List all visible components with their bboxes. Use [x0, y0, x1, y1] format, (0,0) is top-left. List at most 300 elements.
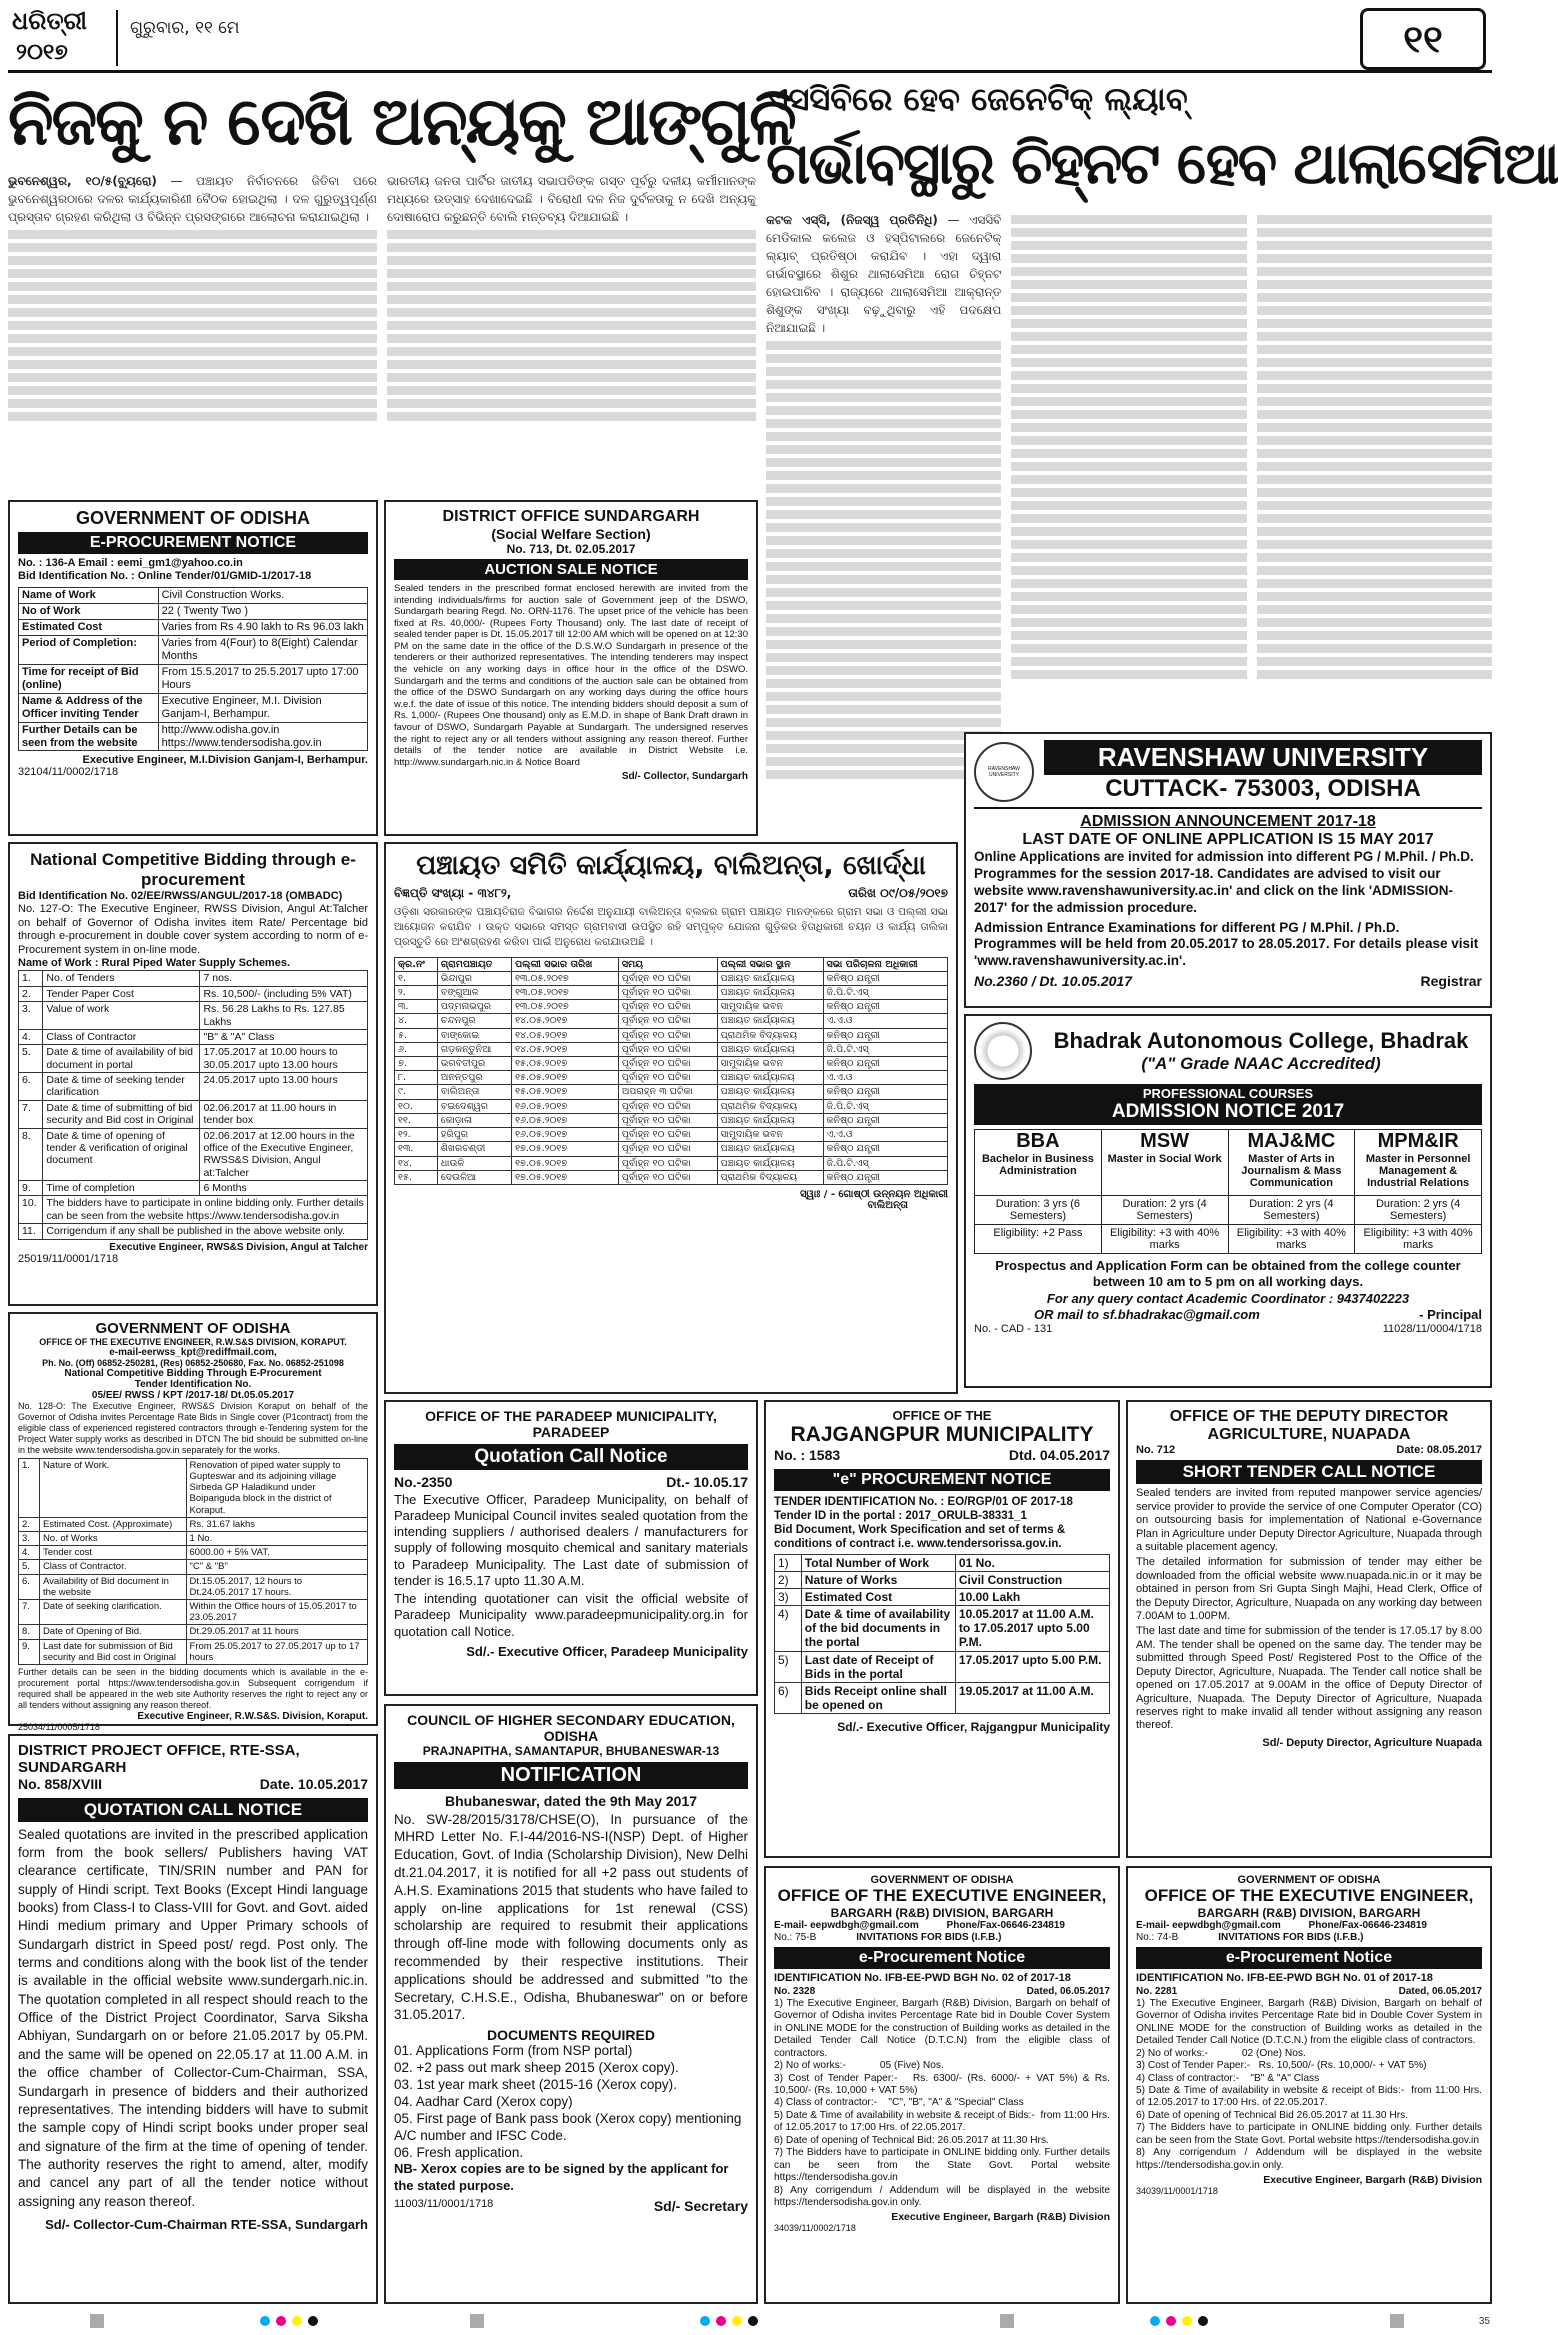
- table-cell: କନିଷ୍ଠ ଯନ୍ତ୍ରୀ: [823, 1113, 948, 1127]
- paper-logo: ଧରିତ୍ରୀ: [12, 6, 87, 35]
- koraput-ident: 05/EE/ RWSS / KPT /2017-18/ Dt.05.05.2017: [91, 1390, 295, 1401]
- list-item: 5) Date & Time of availability in website & receipt of Bids:- from 11:00 Hrs. of 12.05.2017 to 17:00 Hrs. of 22.05.2017.: [774, 2109, 1113, 2134]
- table-cell: ୭.: [395, 1057, 438, 1071]
- table-cell: 22 ( Twenty Two ): [158, 603, 367, 619]
- rte-band: QUOTATION CALL NOTICE: [18, 1798, 368, 1822]
- koraput-email: e-mail-eerwss_kpt@rediffmail.com,: [109, 1347, 277, 1358]
- table-cell: 1 No.: [186, 1532, 367, 1546]
- bhadrak-band1: PROFESSIONAL COURSES: [1142, 1086, 1314, 1101]
- bargarh2-gov: GOVERNMENT OF ODISHA: [1237, 1874, 1381, 1886]
- angul-code: 25019/11/0001/1718: [18, 1252, 119, 1265]
- table-row: [19, 986, 368, 1001]
- bargarh2-ident-date: Dated, 06.05.2017: [1398, 1985, 1482, 1997]
- table-cell: Renovation of piped water supply to Gupteswar and its adjoining village Sirbeda GP Haladikund under Boipariguda block in the district of Koraput.: [186, 1458, 367, 1517]
- list-item: 04. Aadhar Card (Xerox copy): [394, 2093, 573, 2109]
- ravenshaw-p2: Admission Entrance Examinations for different PG / M.Phil. / Ph.D. Programmes will be held from 20.05.2017 to 28.05.2017. For details please visit 'www.ravenshawuniversity.ac.in'.: [974, 919, 1479, 969]
- table-cell: ୬.: [395, 1042, 438, 1056]
- table-cell: ହରିପୁର: [437, 1128, 511, 1142]
- table-cell: 5): [775, 1651, 802, 1682]
- nuapada-text: Sealed tenders are invited from reputed manpower service agencies/ service provider to provide the service of one Computer Operator (CO) on outsourcing basis for implementation of National e-Governance Plan in Agriculture under Deputy Director Agriculture, Nuapada through a suitable placement agency.: [1136, 1487, 1482, 1554]
- course-duration: Duration: 2 yrs (4 Semesters): [1102, 1196, 1228, 1225]
- ad-gov-odisha-ganjam: [8, 500, 378, 836]
- table-cell: ଜି.ପି.ଟି.ଏସ୍: [823, 1099, 948, 1113]
- table-row: [19, 1073, 368, 1101]
- table-row: [775, 1651, 1110, 1682]
- samiti-sign-2: ବାଲିଅନ୍ତା: [867, 1199, 908, 1211]
- ravenshaw-ref: No.2360 / Dt. 10.05.2017: [974, 973, 1132, 990]
- table-cell: No. of Works: [39, 1532, 186, 1546]
- table-cell: ୮.: [395, 1071, 438, 1085]
- ad-nuapada: [1126, 1400, 1492, 1858]
- chse-code: 11003/11/0001/1718: [394, 2197, 494, 2210]
- nuapada-title: OFFICE OF THE DEPUTY DIRECTOR AGRICULTURE, NUAPADA: [1169, 1408, 1449, 1443]
- table-cell: 01 No.: [955, 1554, 1109, 1571]
- table-cell: 17.05.2017 at 10.00 hours to 30.05.2017 upto 13.00 hours: [200, 1045, 368, 1073]
- table-header: ପଲ୍ଲୀ ସଭାର ତାରିଖ: [512, 957, 619, 971]
- list-item: 01. Applications Form (from NSP portal): [394, 2043, 633, 2059]
- ganjam-title: GOVERNMENT OF ODISHA: [75, 508, 310, 528]
- list-item: 05. First page of Bank pass book (Xerox copy) mentioning A/C number and IFSC Code.: [394, 2110, 742, 2143]
- table-row: [19, 619, 368, 635]
- list-item: 7) The Bidders have to participate in ONLINE bidding only. Further details can be seen from the State Govt. Portal website https://tendersodisha.gov.in: [1136, 2122, 1485, 2146]
- course-name: Master in Personnel Management & Industrial Relations: [1355, 1153, 1481, 1196]
- paradeep-ref-no: No.-2350: [394, 1474, 453, 1490]
- table-cell: ପୂର୍ବାହ୍ନ ୧୦ ଘଟିକା: [618, 1170, 717, 1184]
- table-cell: 10.: [19, 1196, 43, 1224]
- table-cell: ପୂର୍ବାହ୍ନ ୧୦ ଘଟିକା: [618, 1099, 717, 1113]
- course-code: MAJ&MC: [1247, 1130, 1336, 1152]
- story-left-headline[interactable]: ନିଜକୁ ନ ଦେଖି ଅନ୍ୟକୁ ଆଙ୍ଗୁଳି: [8, 83, 795, 160]
- bargarh1-sign: Executive Engineer, Bargarh (R&B) Division: [891, 2211, 1110, 2224]
- table-cell: 10.05.2017 at 11.00 A.M. to 17.05.2017 upto 5.00 P.M.: [955, 1606, 1109, 1651]
- table-cell: ୧୭.୦୫.୨୦୧୭: [512, 1142, 619, 1156]
- table-row: [775, 1606, 1110, 1651]
- table-cell: 6 Months: [200, 1181, 368, 1196]
- list-item: 1) The Executive Engineer, Bargarh (R&B) Division, Bargarh on behalf of Governor of Odisha invites Percentage Rate bid in Double Cover System in ONLINE MODE for the construction of Building works as detailed in the Detailed Tender Call Notice (D.T.C.N) from the eligible class of contractors.: [774, 1997, 1113, 2059]
- table-cell: 3): [775, 1588, 802, 1605]
- bargarh1-ident: IDENTIFICATION No. IFB-EE-PWD BGH No. 02 of 2017-18: [774, 1972, 1071, 1985]
- course-column: [975, 1130, 1102, 1253]
- ravenshaw-last-date: LAST DATE OF ONLINE APPLICATION IS 15 MAY 2017: [1022, 831, 1434, 848]
- bhadrak-email: OR mail to sf.bhadrakac@gmail.com: [1034, 1306, 1260, 1322]
- table-cell: 02.06.2017 at 12.00 hours in the office of the Executive Engineer, RWSS&S Division, Angul at:Talcher: [200, 1128, 368, 1181]
- table-cell: Dt.29.05.2017 at 11 hours: [186, 1625, 367, 1639]
- table-cell: କୋଡ଼ାଳା: [437, 1113, 511, 1127]
- story-left-text-b: ଭାରତୀୟ ଜନତା ପାର୍ଟିର ଜାତୀୟ ସଭାପତିଙ୍କ ଗସ୍ତ ପୂର୍ବରୁ ଦଳୀୟ କର୍ମୀମାନଙ୍କ ମଧ୍ୟରେ ଉତ୍ସାହ ଦେଖାଦେଇଛି । ବିରୋଧୀ ଦଳ ନିଜ ଦୁର୍ବଳତାକୁ ନ ଦେଖି ଅନ୍ୟକୁ ଦୋଷାରୋପ କରୁଛନ୍ତି ବୋଲି ମନ୍ତବ୍ୟ ଦିଆଯାଇଛି ।: [387, 174, 756, 224]
- auction-subtitle: (Social Welfare Section): [491, 526, 651, 542]
- table-cell: 9.: [19, 1639, 40, 1664]
- koraput-tender: Tender Identification No.: [134, 1379, 252, 1390]
- table-cell: ପୂର୍ବାହ୍ନ ୧୦ ଘଟିକା: [618, 986, 717, 1000]
- table-cell: ଏ.ଏ.ଓ: [823, 1014, 948, 1028]
- table-row: [395, 1128, 948, 1142]
- table-cell: ଚନ୍ଦନପୁର: [437, 1014, 511, 1028]
- rte-sign: Sd/- Collector-Cum-Chairman RTE-SSA, Sundargarh: [45, 2217, 368, 2233]
- table-cell: 02.06.2017 at 11.00 hours in tender box: [200, 1100, 368, 1128]
- table-row: [19, 603, 368, 619]
- table-cell: ପଞ୍ଚାୟତ କାର୍ଯ୍ୟାଳୟ: [717, 1142, 823, 1156]
- table-cell: Date of Opening of Bid.: [39, 1625, 186, 1639]
- table-cell: ବାଲିଅନ୍ତା: [437, 1085, 511, 1099]
- masthead-year: ୨୦୧୭: [16, 40, 68, 65]
- table-cell: Rs. 10,500/- (including 5% VAT): [200, 986, 368, 1001]
- table-row: [395, 1099, 948, 1113]
- story-right-kicker: ଏସସିବିରେ ହେବ ଜେନେଟିକ୍ ଲ୍ୟାବ୍: [766, 80, 1188, 118]
- table-cell: Time for receipt of Bid (online): [19, 664, 159, 693]
- table-cell: ପଞ୍ଚାୟତ କାର୍ଯ୍ୟାଳୟ: [717, 1085, 823, 1099]
- page-number: ୧୧: [1360, 8, 1486, 70]
- table-cell: ୧୨.: [395, 1128, 438, 1142]
- bargarh1-ident-date: Dated, 06.05.2017: [1026, 1985, 1110, 1997]
- bargarh1-ident-no: No. 2328: [774, 1985, 816, 1997]
- koraput-phone: Ph. No. (Off) 06852-250281, (Res) 06852-250680, Fax. No. 06852-251098: [42, 1358, 344, 1368]
- bhadrak-course-grid: [974, 1129, 1482, 1254]
- printer-marks: [0, 2310, 1500, 2335]
- table-row: [19, 1224, 368, 1239]
- table-row: [19, 1458, 368, 1517]
- rajgangpur-bid-doc: Bid Document, Work Specification and set of terms & conditions of contract i.e. www.tendersorissa.gov.in.: [774, 1523, 1066, 1550]
- list-item: 3) Cost of Tender Paper:- Rs. 10,500/- (Rs. 10,000/- + VAT 5%): [1136, 2060, 1427, 2072]
- auction-sign: Sd/- Collector, Sundargarh: [621, 771, 748, 783]
- table-header: ପଲ୍ଲୀ ସଭାର ସ୍ଥାନ: [717, 957, 823, 971]
- table-cell: ଦେଉଳିଆ: [437, 1170, 511, 1184]
- table-cell: Estimated Cost: [19, 619, 159, 635]
- table-cell: From 15.5.2017 to 25.5.2017 upto 17:00 Hours: [158, 664, 367, 693]
- koraput-text: No. 128-O: The Executive Engineer, RWS&S Division Koraput on behalf of the Governor of Odisha invites Percentage Rate Bids in Single cover (P1contract) from the eligible class of experienced registered contractors through e-Tendering system for the Project Water supply works as described in DTCN The bid should be submitted on-line in the website www.tendersodisha.gov.in separately for the works.: [18, 1401, 368, 1455]
- table-row: [19, 1100, 368, 1128]
- koraput-sign: Executive Engineer, R.W.S&S. Division, Koraput.: [137, 1710, 368, 1722]
- table-row: [395, 1057, 948, 1071]
- course-name: Master of Arts in Journalism & Mass Communication: [1229, 1153, 1355, 1196]
- table-cell: ପୂର୍ବାହ୍ନ ୧୦ ଘଟିକା: [618, 1142, 717, 1156]
- list-item: 4) Class of contractor:- "B" & "A" Class: [1136, 2072, 1320, 2084]
- table-header: ସଭା ପରିଚାଳନା ଅଧିକାରୀ: [823, 957, 948, 971]
- table-row: [19, 971, 368, 986]
- table-cell: ଅନନ୍ତପୁର: [437, 1071, 511, 1085]
- table-cell: Corrigendum if any shall be published in the above website only.: [43, 1224, 368, 1239]
- list-item: 4) Class of contractor:- "C", "B", "A" & "Special" Class: [774, 2097, 1024, 2109]
- table-cell: ୧.: [395, 971, 438, 985]
- auction-band: AUCTION SALE NOTICE: [394, 559, 748, 580]
- bargarh2-contact: E-mail- eepwdbgh@gmail.com Phone/Fax-06646-234819: [1136, 1920, 1427, 1931]
- course-elig: Eligibility: +3 with 40% marks: [1363, 1227, 1473, 1251]
- list-item: 7) The Bidders have to participate in ONLINE bidding only. Further details can be seen from the State Govt. Portal website https://tendersodisha.gov.in: [774, 2147, 1113, 2184]
- table-cell: ୧୬.୦୫.୨୦୧୭: [512, 1128, 619, 1142]
- table-row: [775, 1588, 1110, 1605]
- rajgangpur-tender-id: TENDER IDENTIFICATION No. : EO/RGP/01 OF 2017-18: [774, 1495, 1073, 1508]
- table-cell: ପଞ୍ଚାୟତ କାର୍ଯ୍ୟାଳୟ: [717, 1014, 823, 1028]
- koraput-subtitle: OFFICE OF THE EXECUTIVE ENGINEER, R.W.S&S DIVISION, KORAPUT.: [39, 1337, 347, 1347]
- table-cell: ୧୭.୦୫.୨୦୧୭: [512, 1156, 619, 1170]
- table-cell: ୧୩.: [395, 1142, 438, 1156]
- ad-rte-ssa: [8, 1734, 378, 2304]
- rajgangpur-ref-date: Dtd. 04.05.2017: [1008, 1447, 1110, 1463]
- koraput-code: 25034/11/0005/1718: [18, 1721, 100, 1732]
- paradeep-ref-date: Dt.- 10.05.17: [666, 1474, 748, 1490]
- table-cell: ୧୫.୦୫.୨୦୧୭: [512, 1071, 619, 1085]
- table-cell: ଗଡ଼କନ୍ତୁନିଆ: [437, 1042, 511, 1056]
- table-cell: ପ୍ରାଥମିକ ବିଦ୍ୟାଳୟ: [717, 1028, 823, 1042]
- angul-table: [18, 970, 368, 1239]
- chse-title: COUNCIL OF HIGHER SECONDARY EDUCATION, ODISHA: [407, 1712, 735, 1744]
- table-cell: ପୂର୍ବାହ୍ନ ୧୦ ଘଟିକା: [618, 1071, 717, 1085]
- table-cell: 4.: [19, 1029, 43, 1044]
- table-cell: Civil Construction: [955, 1571, 1109, 1588]
- table-row: [395, 1014, 948, 1028]
- ravenshaw-band: ADMISSION ANNOUNCEMENT 2017-18: [1080, 813, 1376, 830]
- table-cell: ୧୪.୦୫.୨୦୧୭: [512, 1042, 619, 1056]
- table-cell: ୧୧.: [395, 1113, 438, 1127]
- table-row: [19, 1625, 368, 1639]
- bargarh2-title: OFFICE OF THE EXECUTIVE ENGINEER,: [1144, 1886, 1474, 1905]
- table-cell: ପୂର୍ବାହ୍ନ ୧୦ ଘଟିକା: [618, 1113, 717, 1127]
- table-row: [19, 1546, 368, 1560]
- bhadrak-emblem-icon: [974, 1022, 1032, 1080]
- list-item: 5) Date & Time of availability in website & receipt of Bids:- from 11:00 Hrs. of 12.05.2017 to 17:00 Hrs. of 22.05.2017.: [1136, 2085, 1485, 2109]
- bargarh1-band: e-Procurement Notice: [774, 1947, 1110, 1969]
- auction-text: Sealed tenders in the prescribed format enclosed herewith are invited from the intending individuals/firms for auction sale of Government jeep of the DSWO, Sundargarh bearing Regd. No. ORN-1176. The upset price of the vehicle has been fixed at Rs. 40,000/- (Rupees Forty Thousand) only. The last date of receipt of sealed tender paper is Dt. 15.05.2017 till 12:00 AM which will be opened on at 12:30 PM on the same date in the office of the D.S.W.O Sundargarh in presence of the tenderers or their authorized representatives. The intending tenderers may inspect the vehicle on any working days in office hour in the office of the DSWO. Sundargarh and the terms and conditions of the auction sale can be obtained from the office of the DSWO Sundargarh on any working days during the office hours w.e.f. the date of issue of this notice. The intending bidders should deposit a sum of Rs. 1,000/- (Rupees One thousand) only as E.M.D. in shape of Bank Draft drawn in favour of DSWO, Sundargarh Payable at Sundargarh. The undersigned reserves the right to reject any or all tenders without assigning any reason thereof. Further details of the tender notice are available in District Website i.e. http://www.sundargarh.nic.in & Notice Board: [394, 583, 748, 768]
- bargarh2-code: 34039/11/0001/1718: [1136, 2186, 1218, 2197]
- ganjam-code: 32104/11/0002/1718: [18, 766, 119, 779]
- table-row: [19, 1639, 368, 1664]
- auction-title: DISTRICT OFFICE SUNDARGARH: [442, 508, 700, 525]
- table-cell: ଏ.ଏ.ଓ: [823, 1128, 948, 1142]
- table-cell: 6): [775, 1682, 802, 1713]
- table-cell: ଶିଖରଚଣ୍ଡୀ: [437, 1142, 511, 1156]
- table-cell: ପୂର୍ବାହ୍ନ ୧୦ ଘଟିକା: [618, 1028, 717, 1042]
- table-cell: ୧୩.୦୫.୨୦୧୭: [512, 1000, 619, 1014]
- table-cell: 5.: [19, 1045, 43, 1073]
- samiti-title: ପଞ୍ଚାୟତ ସମିତି କାର୍ଯ୍ୟାଳୟ, ବାଲିଅନ୍ତା, ଖୋର୍ଦ୍ଧା: [416, 850, 926, 881]
- table-cell: ପୂର୍ବାହ୍ନ ୧୦ ଘଟିକା: [618, 1057, 717, 1071]
- table-cell: Dt.15.05.2017, 12 hours to Dt.24.05.2017 17 hours.: [186, 1574, 367, 1599]
- table-cell: ୧୬.୦୫.୨୦୧୭: [512, 1099, 619, 1113]
- bargarh1-code: 34039/11/0002/1718: [774, 2223, 856, 2234]
- gray-block-1: [90, 2314, 104, 2328]
- bargarh2-ident: IDENTIFICATION No. IFB-EE-PWD BGH No. 01 of 2017-18: [1136, 1972, 1433, 1985]
- story-right-dateline: କଟକ ଏସ୍‌ସି, (ନିଜସ୍ୱ ପ୍ରତିନିଧି): [766, 213, 938, 227]
- table-cell: 9.: [19, 1181, 43, 1196]
- table-row: [19, 693, 368, 722]
- table-cell: Executive Engineer, M.I. Division Ganjam-I, Berhampur.: [158, 693, 367, 722]
- table-cell: 3.: [19, 1532, 40, 1546]
- registration-dots-1: [260, 2316, 318, 2326]
- paradeep-text2: The intending quotationer can visit the official website of Paradeep Municipality www.paradeepmunicipality.org.in for quotation call Notice.: [394, 1591, 748, 1639]
- bargarh1-invite: INVITATIONS FOR BIDS (I.F.B.): [856, 1932, 1002, 1944]
- chse-docs-list: [394, 2043, 748, 2161]
- list-item: 2) No of works:- 05 (Five) Nos.: [774, 2060, 944, 2072]
- angul-sign: Executive Engineer, RWS&S Division, Angul at Talcher: [109, 1241, 368, 1253]
- story-left-dateline: ଭୁବନେଶ୍ୱର, ୧୦/୫(ବ୍ୟୁରୋ): [8, 174, 157, 188]
- table-row: [395, 1071, 948, 1085]
- bhadrak-sign: - Principal: [1419, 1306, 1482, 1322]
- table-cell: ଧାଉଳି: [437, 1156, 511, 1170]
- table-cell: ଜି.ପି.ଟି.ଏସ୍: [823, 1156, 948, 1170]
- table-cell: କନିଷ୍ଠ ଯନ୍ତ୍ରୀ: [823, 1142, 948, 1156]
- bargarh2-ident-no: No. 2281: [1136, 1985, 1178, 1997]
- bargarh2-items: [1136, 1997, 1485, 2172]
- table-cell: 6.: [19, 1574, 40, 1599]
- table-cell: 8.: [19, 1128, 43, 1181]
- table-row: [395, 1156, 948, 1170]
- course-code: MSW: [1140, 1130, 1190, 1152]
- table-row: [775, 1554, 1110, 1571]
- paradeep-text: The Executive Officer, Paradeep Municipality, on behalf of Paradeep Municipal Council invites sealed quotation from the intending suppliers / authorised dealers / manufacturers for supply of following mosquito chemical and sanitary materials to Paradeep Municipality. The Last date of submission of tender is 16.5.17 upto 11.30 A.M.: [394, 1491, 748, 1588]
- bargarh1-division: BARGARH (R&B) DIVISION, BARGARH: [830, 1906, 1054, 1920]
- rte-ref-date: Date. 10.05.2017: [259, 1776, 368, 1792]
- bargarh2-invite: INVITATIONS FOR BIDS (I.F.B.): [1218, 1932, 1364, 1944]
- chse-nb: NB- Xerox copies are to be signed by the applicant for the stated purpose.: [394, 2161, 729, 2193]
- table-cell: Rs. 31.67 lakhs: [186, 1517, 367, 1531]
- rte-text: Sealed quotations are invited in the prescribed application form from the book sellers/ Publishers having VAT clearance certificate, TIN/SRIN number and PAN for supply of Hindi script. Text Books (Except Hindi language books) from Class-I to Class-VIII for Govt. and Govt. aided Hindi medium primary and Upper Primary schools of Sundargarh district in Speed post/ regd. Post only. The terms and conditions along with the book list of the tender is available in the official website www.sundergarh.nic.in. The quotation completed in all respect should reach to the Office of the District Project Coordinator, Sarva Siksha Abhiyan, Sundargarh on or before 21.05.2017 by 05.PM. and the same will be opened on 22.05.17 at 11.00 A.M. in the office chamber of Collector-Cum-Chairman, SSA, Sundargarh in presence of bidders and their authorized representatives. The intending bidders will have to submit the sample copy of Hindi script books under proper seal and signature of the firm at the time of opening of tender. The authority reserves the right to amend, alter, modify and cancel any part of all the tender notice without assigning any reason thereof.: [18, 1826, 368, 2209]
- course-duration: Duration: 2 yrs (4 Semesters): [1229, 1196, 1355, 1225]
- ganjam-line2: Bid Identification No. : Online Tender/01/GMID-1/2017-18: [18, 570, 312, 583]
- table-header-row: [395, 957, 948, 971]
- table-cell: ପଞ୍ଚାୟତ କାର୍ଯ୍ୟାଳୟ: [717, 986, 823, 1000]
- koraput-footer-text: Further details can be seen in the bidding documents which is available in the e-procurement portal https://www.tendersodisha.gov.in Subsequent corrigendum if required shall be appeared in the web site Authority reserves the right to reject any or all tenders without assigning any reason thereof.: [18, 1667, 368, 1710]
- table-cell: "C" & "B": [186, 1560, 367, 1574]
- table-row: [19, 1517, 368, 1531]
- registration-dots-2: [700, 2316, 758, 2326]
- chse-address: PRAJNAPITHA, SAMANTAPUR, BHUBANESWAR-13: [422, 1744, 720, 1758]
- list-item: 06. Fresh application.: [394, 2144, 524, 2160]
- table-row: [19, 1532, 368, 1546]
- ad-chse: [384, 1704, 758, 2304]
- rajgangpur-sign: Sd/.- Executive Officer, Rajgangpur Municipality: [837, 1720, 1110, 1735]
- table-cell: ପଞ୍ଚାୟତ କାର୍ଯ୍ୟାଳୟ: [717, 971, 823, 985]
- table-cell: ୩.: [395, 1000, 438, 1014]
- table-cell: http://www.odisha.gov.in https://www.tendersodisha.gov.in: [158, 722, 367, 751]
- table-cell: କନିଷ୍ଠ ଯନ୍ତ୍ରୀ: [823, 1057, 948, 1071]
- course-duration: Duration: 3 yrs (6 Semesters): [975, 1196, 1101, 1225]
- ravenshaw-subtitle: CUTTACK- 753003, ODISHA: [1105, 775, 1421, 802]
- table-cell: ପ୍ରାଥମିକ ବିଦ୍ୟାଳୟ: [717, 1099, 823, 1113]
- table-cell: 1.: [19, 971, 43, 986]
- list-item: 8) Any corrigendum / Addendum will be displayed in the website https://tendersodisha.gov.in only.: [774, 2184, 1113, 2208]
- table-cell: 24.05.2017 upto 13.00 hours: [200, 1073, 368, 1101]
- rajgangpur-title: RAJGANGPUR MUNICIPALITY: [790, 1423, 1094, 1446]
- bargarh1-contact: E-mail- eepwdbgh@gmail.com Phone/Fax-06646-234819: [774, 1920, 1065, 1931]
- table-row: [775, 1682, 1110, 1713]
- table-cell: Further Details can be seen from the website: [19, 722, 159, 751]
- table-row: [775, 1571, 1110, 1588]
- table-header: ଗ୍ରାମପଞ୍ଚାୟତ: [437, 957, 511, 971]
- table-cell: Estimated Cost. (Approximate): [39, 1517, 186, 1531]
- masthead-divider: [116, 10, 118, 66]
- table-cell: Date & time of seeking tender clarification: [43, 1073, 200, 1101]
- table-cell: 2.: [19, 1517, 40, 1531]
- ganjam-table: [18, 587, 368, 752]
- table-cell: ପୂର୍ବାହ୍ନ ୧୦ ଘଟିକା: [618, 1014, 717, 1028]
- table-row: [19, 1600, 368, 1625]
- ravenshaw-p1: Online Applications are invited for admission into different PG / M.Phil. / Ph.D. Programmes for the session 2017-18. Candidates are advised to visit our website www.ravenshawuniversity.ac.in' and click on the link 'ADMISSION-2017' for the admission procedure.: [974, 849, 1474, 915]
- bargarh2-sign: Executive Engineer, Bargarh (R&B) Division: [1263, 2174, 1482, 2187]
- ad-koraput: [8, 1312, 378, 1732]
- table-cell: କନିଷ୍ଠ ଯନ୍ତ୍ରୀ: [823, 1085, 948, 1099]
- table-row: [19, 1560, 368, 1574]
- story-right-text: ଏସସିବି ମେଡିକାଲ କଲେଜ ଓ ହସ୍ପିଟାଲରେ ଜେନେଟିକ୍ ଲ୍ୟାବ୍ ପ୍ରତିଷ୍ଠା କରାଯିବ । ଏହା ଦ୍ୱାରା ଗର୍ଭାବସ୍ଥାରେ ଶିଶୁର ଥାଲାସେମିଆ ରୋଗ ଚିହ୍ନଟ ହୋଇପାରିବ । ରାଜ୍ୟରେ ଥାଲାସେମିଆ ଆକ୍ରାନ୍ତ ଶିଶୁଙ୍କ ସଂଖ୍ୟା ବଢ଼ୁଥିବାରୁ ଏହି ପଦକ୍ଷେପ ନିଆଯାଇଛି ।: [766, 213, 1002, 335]
- ad-rajgangpur: [764, 1400, 1120, 1858]
- story-left-text-a: ପଞ୍ଚାୟତ ନିର୍ବାଚନରେ ଜିତିବା ପରେ ଭୁବନେଶ୍ୱରଠାରେ ଦଳର କାର୍ଯ୍ୟକାରିଣୀ ବୈଠକ ହୋଇଥିଲା । ଦଳ ଗୁରୁତ୍ୱପୂର୍ଣ୍ଣ ପ୍ରସ୍ତାବ ଗ୍ରହଣ କରିଥିଲା ଓ ବିଭିନ୍ନ ପ୍ରସଙ୍ଗରେ ଆଲୋଚନା କରାଯାଇଥିଲା ।: [8, 174, 377, 224]
- course-elig: Eligibility: +3 with 40% marks: [1236, 1227, 1346, 1251]
- koraput-title: GOVERNMENT OF ODISHA: [95, 1320, 291, 1337]
- story-right-headline[interactable]: ଗର୍ଭାବସ୍ଥାରୁ ଚିହ୍ନଟ ହେବ ଥାଲାସେମିଆ: [766, 129, 1558, 197]
- table-cell: Varies from 4(Four) to 8(Eight) Calendar Months: [158, 635, 367, 664]
- nuapada-text3: The last date and time for submission of the tender is 17.05.17 by 8.00 AM. The tender shall be opened on the same day. The tender may be submitted through Speed Post/ Registered Post to the Office of the Deputy Director, Agriculture, Nuapada. The Tender call notice shall be opened on 17.05.2017 at 9.00AM in the office of Deputy Director of Agriculture, Nuapada. The Deputy Director of Agriculture, Nuapada reserves right to make invalid all tender without assigning any reason thereof.: [1136, 1625, 1482, 1732]
- table-cell: Date & time of availability of the bid documents in the portal: [801, 1606, 955, 1651]
- list-item: 2) No of works:- 02 (One) Nos.: [1136, 2047, 1306, 2059]
- samiti-table: [394, 957, 948, 1185]
- table-cell: 19.05.2017 at 11.00 A.M.: [955, 1682, 1109, 1713]
- table-cell: 2): [775, 1571, 802, 1588]
- table-cell: 7.: [19, 1600, 40, 1625]
- koraput-ncb: National Competitive Bidding Through E-Procurement: [64, 1368, 322, 1379]
- paradeep-band: Quotation Call Notice: [394, 1444, 748, 1470]
- ad-angul-ncb: [8, 842, 378, 1306]
- table-cell: 1): [775, 1554, 802, 1571]
- table-cell: No. of Tenders: [43, 971, 200, 986]
- table-cell: 11.: [19, 1224, 43, 1239]
- list-item: 1) The Executive Engineer, Bargarh (R&B) Division, Bargarh on behalf of Governor of Odisha invites Percentage Rate bid in Double Cover System in ONLINE MODE for the construction of Building works as detailed in the Detailed Tender Call Notice (D.T.C.N.) from the eligible class of contractors.: [1136, 1997, 1485, 2047]
- table-cell: Availability of Bid document in the website: [39, 1574, 186, 1599]
- table-cell: ପଞ୍ଚାୟତ କାର୍ଯ୍ୟାଳୟ: [717, 1113, 823, 1127]
- table-cell: ୧୩.୦୫.୨୦୧୭: [512, 971, 619, 985]
- table-cell: ୧୭.୦୫.୨୦୧୭: [512, 1170, 619, 1184]
- table-cell: "B" & "A" Class: [200, 1029, 368, 1044]
- bargarh1-no: No.: 75-B: [774, 1932, 817, 1944]
- course-elig: Eligibility: +3 with 40% marks: [1110, 1227, 1220, 1251]
- bargarh1-gov: GOVERNMENT OF ODISHA: [870, 1874, 1014, 1886]
- table-cell: ଭଗବତୀପୁର: [437, 1057, 511, 1071]
- ravenshaw-emblem-icon: RAVENSHAW UNIVERSITY: [974, 742, 1034, 802]
- table-cell: Tender cost: [39, 1546, 186, 1560]
- table-cell: ଜି.ପି.ଟି.ଏସ୍: [823, 986, 948, 1000]
- table-cell: ଜି.ପି.ଟି.ଏସ୍: [823, 1042, 948, 1056]
- rajgangpur-office: OFFICE OF THE: [892, 1408, 992, 1423]
- nuapada-text2: The detailed information for submission of tender may either be downloaded from the official website www.nuapada.nic.in or it may be obtained in person from Sri Gupta Singh Majhi, Head Clerk, Office of the Deputy Director, Agriculture, Nuapada on any working day between 7.00AM to 1.00PM.: [1136, 1556, 1482, 1623]
- table-row: [395, 986, 948, 1000]
- bargarh2-band: e-Procurement Notice: [1136, 1947, 1482, 1969]
- bhadrak-title: Bhadrak Autonomous College, Bhadrak: [1053, 1028, 1469, 1053]
- angul-text: No. 127-O: The Executive Engineer, RWSS Division, Angul At:Talcher on behalf of Governor of Odisha invites item Rate/ Percentage bid through e-procurement in double cover system according to norm of e-Procurement system in on-line mode.: [18, 903, 368, 956]
- bhadrak-code: 11028/11/0004/1718: [1382, 1323, 1482, 1335]
- table-cell: Last date of Receipt of Bids in the portal: [801, 1651, 955, 1682]
- samiti-sign-1: ସ୍ୱାଃ / - ଗୋଷ୍ଠୀ ଉନ୍ନୟନ ଅଧିକାରୀ: [800, 1188, 948, 1200]
- list-item: 8) Any corrigendum / Addendum will be displayed in the website https://tendersodisha.gov.in only.: [1136, 2147, 1485, 2171]
- masthead-date: ଗୁରୁବାର, ୧୧ ମେ: [130, 18, 240, 38]
- table-cell: ପଦ୍ମନାଭପୁର: [437, 1000, 511, 1014]
- table-cell: Date & time of availability of bid document in portal: [43, 1045, 200, 1073]
- bhadrak-bands: [974, 1084, 1482, 1125]
- table-cell: No of Work: [19, 603, 159, 619]
- table-row: [19, 635, 368, 664]
- table-cell: 5.: [19, 1560, 40, 1574]
- table-cell: ଏ.ଏ.ଓ: [823, 1071, 948, 1085]
- ganjam-line1: No. : 136-A Email : eemi_gm1@yahoo.co.in: [18, 557, 243, 569]
- bargarh2-no: No.: 74-B: [1136, 1932, 1179, 1944]
- ravenshaw-title: RAVENSHAW UNIVERSITY: [1044, 740, 1482, 775]
- table-cell: The bidders have to participate in online bidding only. Further details can be seen from the website https://www.tendersodisha.gov.in: [43, 1196, 368, 1224]
- table-cell: କନିଷ୍ଠ ଯନ୍ତ୍ରୀ: [823, 1000, 948, 1014]
- angul-line1: Bid Identification No. 02/EE/RWSS/ANGUL/2017-18 (OMBADC): [18, 890, 343, 902]
- table-cell: Tender Paper Cost: [43, 986, 200, 1001]
- samiti-notice-no: ବିଜ୍ଞପ୍ତି ସଂଖ୍ୟା - ୩୪୮୨,: [394, 886, 512, 900]
- table-cell: Period of Completion:: [19, 635, 159, 664]
- gray-block-4: [1390, 2314, 1404, 2328]
- table-cell: ଭିନ୍ଦାପୁର: [437, 971, 511, 985]
- table-cell: Within the Office hours of 15.05.2017 to 23.05.2017: [186, 1600, 367, 1625]
- table-row: [395, 971, 948, 985]
